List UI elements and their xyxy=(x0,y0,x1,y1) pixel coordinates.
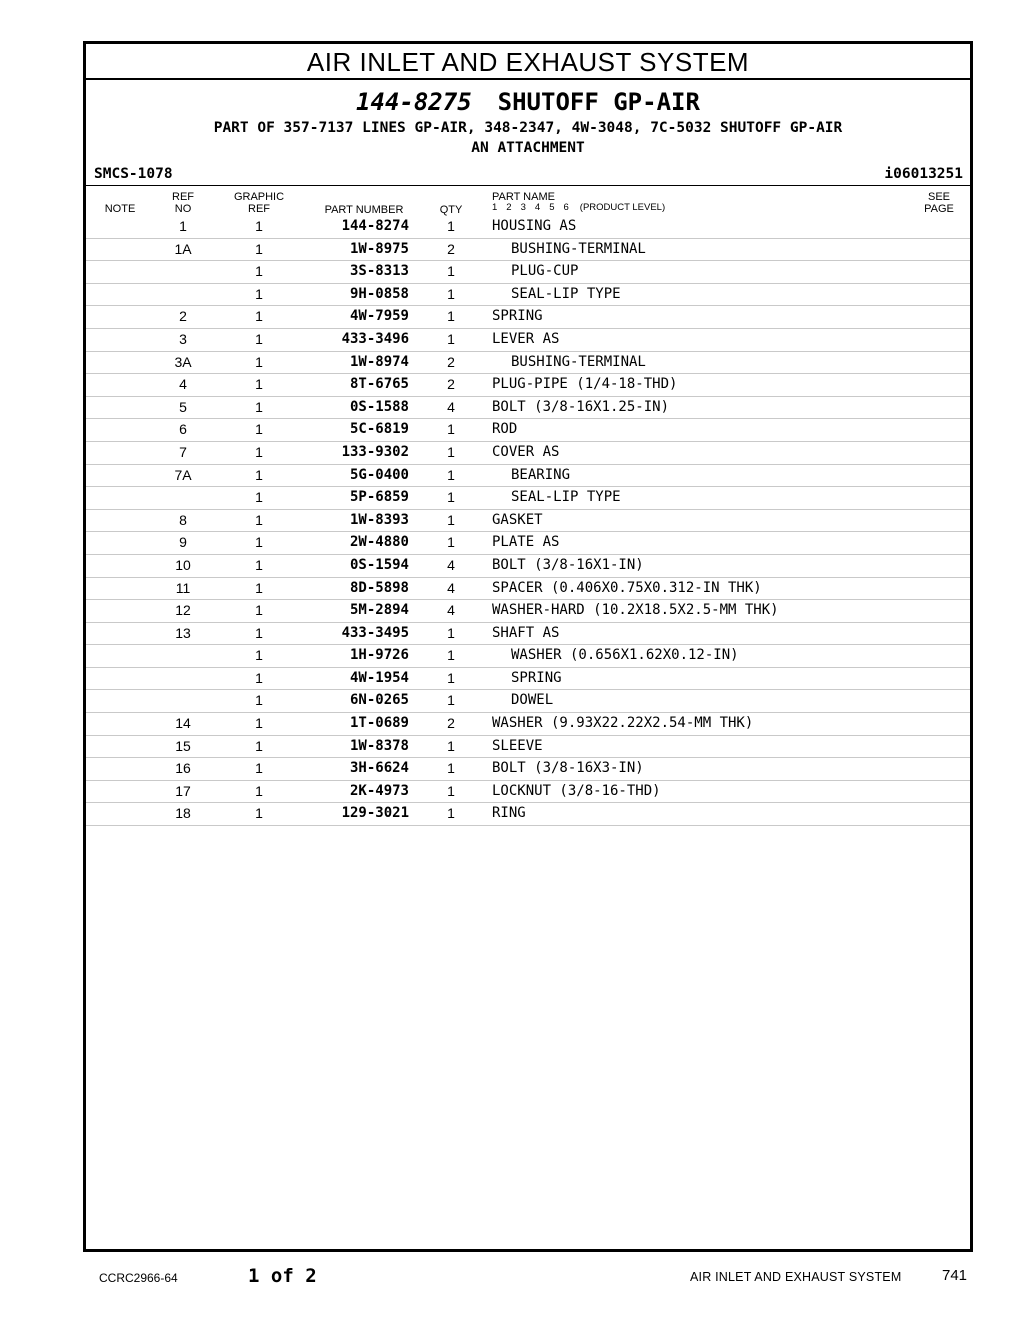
part-number-cell: 1H-9726 xyxy=(349,647,409,664)
graphic-ref-cell: 1 xyxy=(255,398,263,415)
qty-cell: 1 xyxy=(447,263,455,280)
qty-cell: 1 xyxy=(447,692,455,709)
ref-no-cell: 15 xyxy=(175,737,191,754)
graphic-ref-cell: 1 xyxy=(255,308,263,325)
graphic-ref-cell: 1 xyxy=(255,489,263,506)
qty-cell: 1 xyxy=(447,805,455,822)
qty-cell: 1 xyxy=(447,534,455,551)
table-row xyxy=(86,555,970,578)
col-ref-header-top: REF xyxy=(172,191,194,203)
qty-cell: 1 xyxy=(447,737,455,754)
graphic-ref-cell: 1 xyxy=(255,715,263,732)
col-see-page-header xyxy=(914,191,964,215)
qty-cell: 4 xyxy=(447,398,455,415)
ref-no-cell: 4 xyxy=(179,376,187,393)
level-2: 2 xyxy=(506,202,512,213)
table-row xyxy=(86,487,970,510)
part-name-cell: BOLT (3/8-16X1.25-IN) xyxy=(492,398,670,415)
part-number-cell: 1T-0689 xyxy=(349,715,409,732)
table-row xyxy=(86,510,970,533)
part-of-line-2: AN ATTACHMENT xyxy=(471,140,585,156)
header-divider xyxy=(86,185,970,186)
level-6: 6 xyxy=(563,202,569,213)
part-name-cell: ROD xyxy=(492,421,518,438)
table-row xyxy=(86,736,970,759)
graphic-ref-cell: 1 xyxy=(255,624,263,641)
part-number-cell: 5G-0400 xyxy=(349,466,409,483)
ref-no-cell: 1A xyxy=(174,240,192,257)
section-title: AIR INLET AND EXHAUST SYSTEM xyxy=(86,44,970,80)
graphic-ref-cell: 1 xyxy=(255,376,263,393)
table-row xyxy=(86,329,970,352)
graphic-ref-cell: 1 xyxy=(255,511,263,528)
qty-cell: 1 xyxy=(447,647,455,664)
ref-no-cell: 2 xyxy=(179,308,187,325)
graphic-ref-cell: 1 xyxy=(255,263,263,280)
table-row xyxy=(86,690,970,713)
parts-list-frame xyxy=(83,41,973,1252)
table-row xyxy=(86,781,970,804)
table-row xyxy=(86,397,970,420)
qty-cell: 1 xyxy=(447,669,455,686)
graphic-ref-cell: 1 xyxy=(255,330,263,347)
part-name-cell: SHAFT AS xyxy=(492,624,560,641)
table-row xyxy=(86,713,970,736)
part-number-cell: 1W-8393 xyxy=(349,511,409,528)
graphic-ref-cell: 1 xyxy=(255,218,263,234)
col-ref-header-bottom: NO xyxy=(174,203,192,215)
level-3: 3 xyxy=(520,202,526,213)
part-name-cell: WASHER-HARD (10.2X18.5X2.5-MM THK) xyxy=(492,602,779,619)
part-number-cell: 144-8274 xyxy=(341,218,409,234)
graphic-ref-cell: 1 xyxy=(255,647,263,664)
page-of-indicator: 1 of 2 xyxy=(248,1265,317,1287)
part-number-cell: 1W-8378 xyxy=(349,737,409,754)
page-number: 741 xyxy=(942,1267,968,1284)
part-number-cell: 8T-6765 xyxy=(349,376,409,393)
table-row xyxy=(86,758,970,781)
ref-no-cell: 14 xyxy=(175,715,191,732)
part-name-cell: WASHER (9.93X22.22X2.54-MM THK) xyxy=(492,715,754,732)
table-row xyxy=(86,239,970,262)
table-row xyxy=(86,442,970,465)
table-row xyxy=(86,419,970,442)
qty-cell: 2 xyxy=(447,240,455,257)
part-name-cell: LOCKNUT (3/8-16-THD) xyxy=(492,782,661,799)
product-levels xyxy=(492,202,674,213)
qty-cell: 2 xyxy=(447,376,455,393)
table-row xyxy=(86,465,970,488)
table-row xyxy=(86,623,970,646)
assembly-part-number: 144-8275 xyxy=(356,88,472,116)
part-number-cell: 9H-0858 xyxy=(349,285,409,302)
qty-cell: 1 xyxy=(447,466,455,483)
table-row xyxy=(86,216,970,239)
col-note-header: NOTE xyxy=(104,203,136,215)
table-row xyxy=(86,532,970,555)
qty-cell: 1 xyxy=(447,511,455,528)
ref-no-cell: 1 xyxy=(179,218,187,234)
part-number-cell: 433-3495 xyxy=(341,624,409,641)
qty-cell: 1 xyxy=(447,308,455,325)
graphic-ref-cell: 1 xyxy=(255,692,263,709)
ref-no-cell: 16 xyxy=(175,760,191,777)
part-name-cell: BOLT (3/8-16X1-IN) xyxy=(492,556,644,573)
qty-cell: 1 xyxy=(447,421,455,438)
part-number-cell: 129-3021 xyxy=(341,805,409,822)
level-4: 4 xyxy=(534,202,541,213)
ref-no-cell: 18 xyxy=(175,805,191,822)
part-name-cell: PLATE AS xyxy=(492,534,560,551)
parts-table xyxy=(86,216,970,826)
graphic-ref-cell: 1 xyxy=(255,760,263,777)
ref-no-cell: 12 xyxy=(175,602,191,619)
col-qty-header: QTY xyxy=(439,204,463,216)
table-row xyxy=(86,803,970,826)
assembly-name: SHUTOFF GP-AIR xyxy=(497,88,700,116)
graphic-ref-cell: 1 xyxy=(255,669,263,686)
assembly-heading xyxy=(86,88,970,116)
col-graphic-header-bottom: REF xyxy=(248,203,270,215)
col-part-number-header: PART NUMBER xyxy=(324,204,404,216)
part-name-cell: LEVER AS xyxy=(492,330,560,347)
ref-no-cell: 11 xyxy=(175,579,191,596)
part-number-cell: 3H-6624 xyxy=(349,760,409,777)
part-number-cell: 0S-1588 xyxy=(349,398,409,415)
qty-cell: 1 xyxy=(447,285,455,302)
part-name-cell: COVER AS xyxy=(492,443,560,460)
ref-no-cell: 3 xyxy=(179,330,187,347)
graphic-ref-cell: 1 xyxy=(255,285,263,302)
part-number-cell: 0S-1594 xyxy=(349,556,409,573)
graphic-ref-cell: 1 xyxy=(255,443,263,460)
part-name-cell: SPRING xyxy=(492,308,543,325)
part-number-cell: 5P-6859 xyxy=(349,489,409,506)
table-row xyxy=(86,374,970,397)
qty-cell: 4 xyxy=(447,602,455,619)
col-part-name-header: PART NAME xyxy=(492,191,555,203)
part-number-cell: 2K-4973 xyxy=(349,782,409,799)
qty-cell: 4 xyxy=(447,556,455,573)
illustration-id: i06013251 xyxy=(884,166,963,182)
ref-no-cell: 8 xyxy=(179,511,187,528)
ref-no-cell: 7 xyxy=(179,443,187,460)
part-of-line-1: PART OF 357-7137 LINES GP-AIR, 348-2347, 4W-3048, 7C-5032 SHUTOFF GP-AIR xyxy=(213,120,843,136)
qty-cell: 1 xyxy=(447,782,455,799)
part-name-cell: BOLT (3/8-16X3-IN) xyxy=(492,760,644,777)
table-row xyxy=(86,668,970,691)
part-name-cell: SPRING xyxy=(511,669,562,686)
qty-cell: 1 xyxy=(447,218,455,234)
part-name-cell: PLUG-CUP xyxy=(511,263,579,280)
table-row xyxy=(86,352,970,375)
col-graphic-header-top: GRAPHIC xyxy=(233,191,285,203)
part-number-cell: 1W-8974 xyxy=(349,353,409,370)
graphic-ref-cell: 1 xyxy=(255,782,263,799)
table-row xyxy=(86,284,970,307)
table-row xyxy=(86,306,970,329)
ref-no-cell: 3A xyxy=(174,353,192,370)
ref-no-cell: 7A xyxy=(174,466,192,483)
col-see-header-bottom: PAGE xyxy=(924,203,954,215)
table-row xyxy=(86,261,970,284)
part-name-cell: SEAL-LIP TYPE xyxy=(511,489,621,506)
part-name-cell: HOUSING AS xyxy=(492,218,577,234)
part-name-cell: BEARING xyxy=(511,466,571,483)
part-number-cell: 5C-6819 xyxy=(349,421,409,438)
part-name-cell: GASKET xyxy=(492,511,543,528)
col-graphic-header xyxy=(226,191,292,215)
graphic-ref-cell: 1 xyxy=(255,805,263,822)
graphic-ref-cell: 1 xyxy=(255,534,263,551)
graphic-ref-cell: 1 xyxy=(255,737,263,754)
part-number-cell: 1W-8975 xyxy=(349,240,409,257)
part-name-cell: PLUG-PIPE (1/4-18-THD) xyxy=(492,376,678,393)
part-name-cell: DOWEL xyxy=(511,692,554,709)
col-ref-header xyxy=(164,191,202,215)
document-code: CCRC2966-64 xyxy=(99,1271,178,1285)
part-number-cell: 8D-5898 xyxy=(349,579,409,596)
product-level-label: (PRODUCT LEVEL) xyxy=(579,202,666,213)
qty-cell: 1 xyxy=(447,624,455,641)
smcs-code: SMCS-1078 xyxy=(94,166,173,182)
graphic-ref-cell: 1 xyxy=(255,240,263,257)
ref-no-cell: 10 xyxy=(175,556,191,573)
level-1: 1 xyxy=(492,202,498,213)
ref-no-cell: 9 xyxy=(179,534,187,551)
part-name-cell: RING xyxy=(492,805,526,822)
qty-cell: 1 xyxy=(447,489,455,506)
ref-no-cell: 6 xyxy=(179,421,187,438)
qty-cell: 2 xyxy=(447,353,455,370)
graphic-ref-cell: 1 xyxy=(255,466,263,483)
part-number-cell: 4W-7959 xyxy=(349,308,409,325)
part-number-cell: 3S-8313 xyxy=(349,263,409,280)
table-row xyxy=(86,600,970,623)
part-number-cell: 133-9302 xyxy=(341,443,409,460)
level-5: 5 xyxy=(549,202,555,213)
part-name-cell: BUSHING-TERMINAL xyxy=(511,240,646,257)
qty-cell: 1 xyxy=(447,443,455,460)
part-number-cell: 2W-4880 xyxy=(349,534,409,551)
graphic-ref-cell: 1 xyxy=(255,353,263,370)
part-number-cell: 4W-1954 xyxy=(349,669,409,686)
part-number-cell: 6N-0265 xyxy=(349,692,409,709)
part-number-cell: 433-3496 xyxy=(341,330,409,347)
footer-system-title: AIR INLET AND EXHAUST SYSTEM xyxy=(690,1270,902,1284)
graphic-ref-cell: 1 xyxy=(255,579,263,596)
graphic-ref-cell: 1 xyxy=(255,602,263,619)
table-row xyxy=(86,645,970,668)
part-name-cell: BUSHING-TERMINAL xyxy=(511,353,646,370)
ref-no-cell: 17 xyxy=(175,782,191,799)
part-name-cell: WASHER (0.656X1.62X0.12-IN) xyxy=(511,647,739,664)
part-name-cell: SPACER (0.406X0.75X0.312-IN THK) xyxy=(492,579,762,596)
col-see-header-top: SEE xyxy=(927,191,950,203)
ref-no-cell: 13 xyxy=(175,624,191,641)
qty-cell: 2 xyxy=(447,715,455,732)
part-name-cell: SLEEVE xyxy=(492,737,543,754)
qty-cell: 1 xyxy=(447,330,455,347)
table-row xyxy=(86,578,970,601)
graphic-ref-cell: 1 xyxy=(255,556,263,573)
part-name-cell: SEAL-LIP TYPE xyxy=(511,285,621,302)
qty-cell: 4 xyxy=(447,579,455,596)
graphic-ref-cell: 1 xyxy=(255,421,263,438)
part-number-cell: 5M-2894 xyxy=(349,602,409,619)
qty-cell: 1 xyxy=(447,760,455,777)
part-of-text xyxy=(86,118,970,158)
ref-no-cell: 5 xyxy=(179,398,187,415)
